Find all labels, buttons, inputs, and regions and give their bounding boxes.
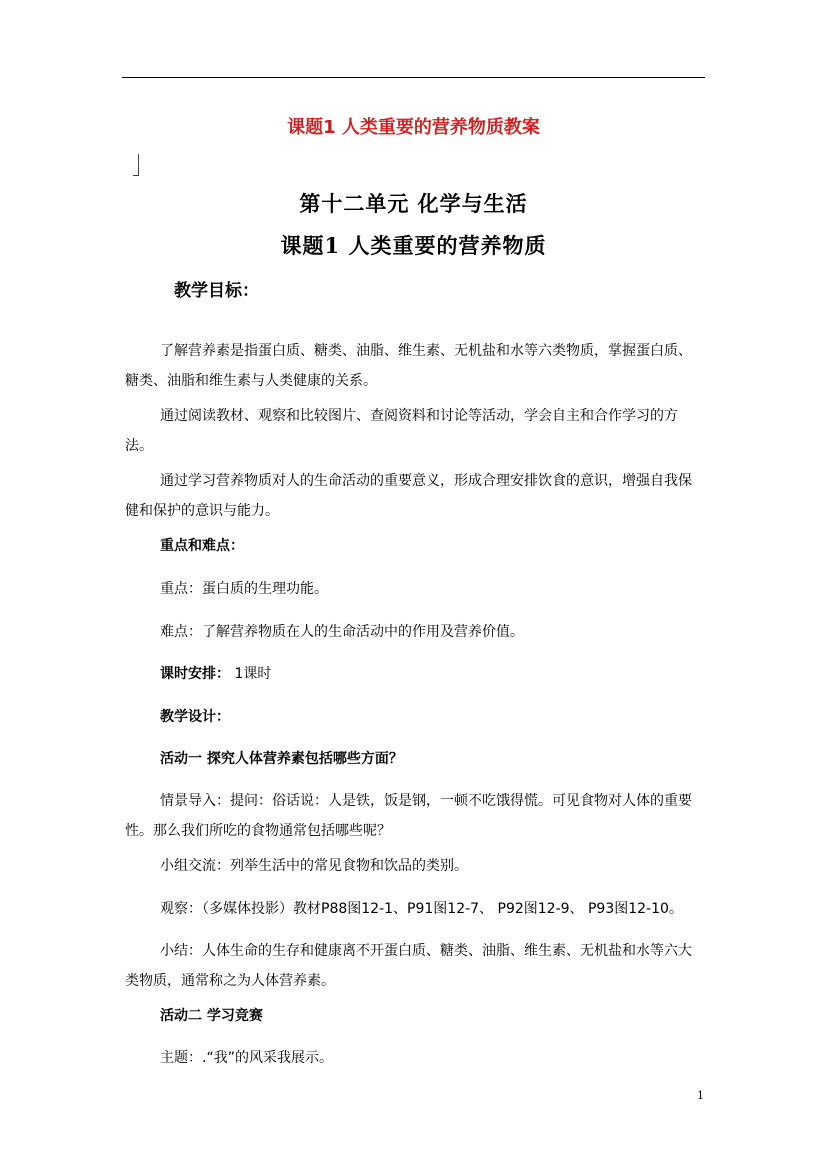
objective-paragraph: 通过学习营养物质对人的生命活动的重要意义，形成合理安排饮食的意识，增强自我保健和保护的意识与能力。	[125, 473, 692, 519]
activity2-heading: 活动二 学习竞赛	[160, 1008, 263, 1024]
activity1-intro: 情景导入：提问：俗话说：人是铁，饭是钢，一顿不吃饿得慌。可见食物对人体的重要性。那么我们所吃的食物通常包括哪些呢？	[125, 793, 692, 839]
schedule-label: 课时安排：	[160, 666, 230, 682]
page-number: 1	[697, 1089, 704, 1102]
document-title: 课题1 人类重要的营养物质教案	[287, 117, 540, 138]
schedule-line	[160, 664, 271, 684]
objectives-heading: 教学目标：	[174, 281, 259, 301]
activity1-heading: 活动一 探究人体营养素包括哪些方面？	[160, 751, 403, 767]
objective-paragraph: 通过阅读教材、观察和比较图片、查阅资料和讨论等活动，学会自主和合作学习的方法。	[125, 408, 678, 454]
objective-paragraph: 了解营养素是指蛋白质、糖类、油脂、维生素、无机盐和水等六类物质，掌握蛋白质、糖类、油脂和维生素与人类健康的关系。	[125, 343, 692, 389]
unit-title: 第十二单元 化学与生活	[299, 191, 528, 216]
crop-mark	[133, 154, 139, 176]
activity1-observe: 观察：（多媒体投影）教材P88图12-1、P91图12-7、 P92图12-9、 P93图12-10。	[160, 901, 683, 917]
focus-point: 重点：蛋白质的生理功能。	[160, 581, 328, 597]
activity1-group: 小组交流：列举生活中的常见食物和饮品的类别。	[160, 858, 468, 874]
activity2-theme: 主题：.“我”的风采我展示。	[160, 1050, 333, 1066]
design-heading: 教学设计：	[160, 709, 230, 725]
difficulty-point: 难点：了解营养物质在人的生命活动中的作用及营养价值。	[160, 624, 524, 640]
schedule-value: 1课时	[230, 666, 272, 682]
key-points-heading: 重点和难点：	[160, 538, 244, 554]
header-rule	[122, 77, 705, 78]
activity1-summary: 小结：人体生命的生存和健康离不开蛋白质、糖类、油脂、维生素、无机盐和水等六大类物质，通常称之为人体营养素。	[125, 943, 692, 989]
lesson-title: 课题1 人类重要的营养物质	[280, 233, 547, 258]
